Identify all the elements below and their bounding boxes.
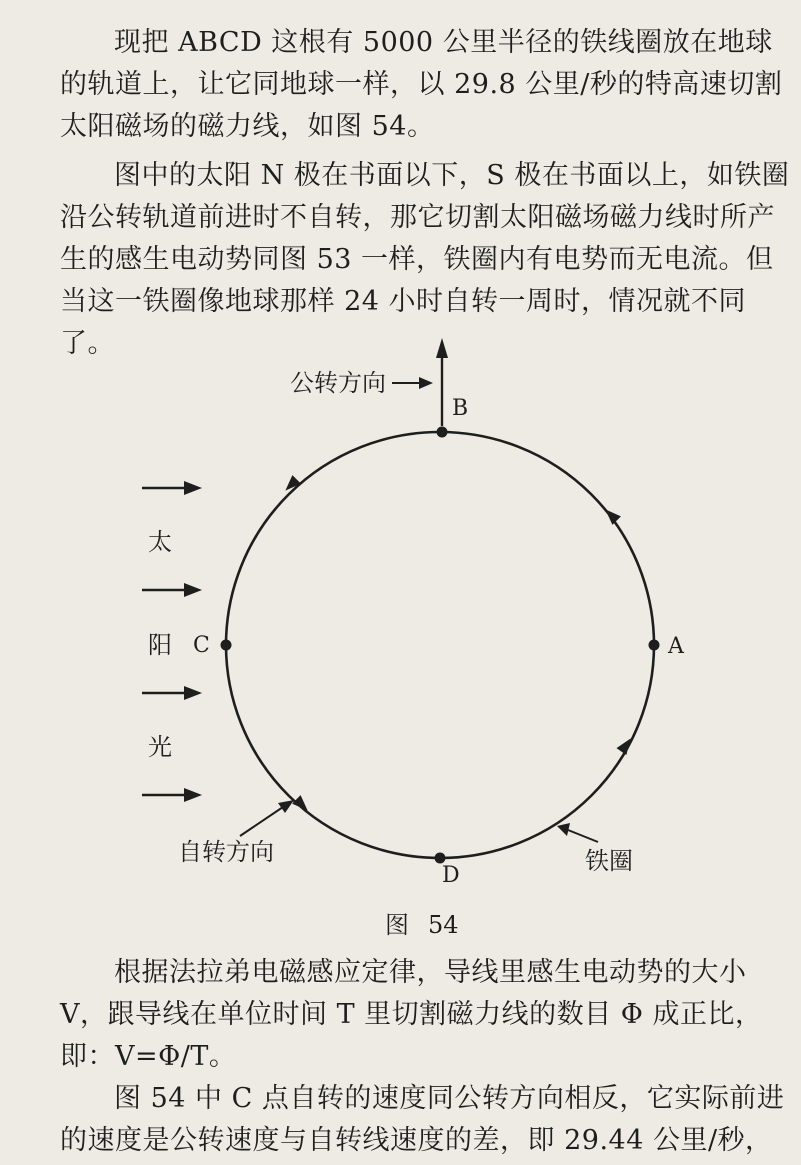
point-d-label: D: [442, 863, 460, 888]
rotation-label: 自转方向: [178, 838, 274, 866]
paragraph-faraday: 根据法拉弟电磁感应定律，导线里感生电动势的大小 V，跟导线在单位时间 T 里切割磁力线的数目 Φ 成正比，即：V=Φ/T。: [60, 957, 763, 1072]
iron-ring: [226, 432, 654, 858]
point-c-dot: [221, 640, 232, 651]
sunlight-char-2: 阳: [148, 631, 172, 659]
figure-caption-number: 54: [428, 911, 459, 939]
point-b-dot: [437, 427, 448, 438]
ring-label: 铁圈: [585, 847, 633, 875]
paragraph-intro: 现把 ABCD 这根有 5000 公里半径的铁线圈放在地球的轨道上，让它同地球一样，以 29.8 公里/秒的特高速切割太阳磁场的磁力线，如图 54。: [60, 27, 783, 142]
point-b-label: B: [452, 396, 469, 421]
ring-pointer: [568, 830, 598, 842]
point-d-dot: [435, 853, 446, 864]
revolution-arrowhead: [436, 338, 448, 358]
point-c-label: C: [193, 633, 210, 658]
point-a-label: A: [668, 634, 684, 659]
revolution-label: 公转方向: [290, 369, 386, 397]
point-a-dot: [649, 640, 660, 651]
figure-caption-label: 图: [385, 911, 409, 939]
paragraph-rotation: 图中的太阳 N 极在书面以下，S 极在书面以上，如铁圈沿公转轨道前进时不自转，那它切割太阳磁场磁力线时所产生的感生电动势同图 53 一样，铁圈内有电势而无电流。但当这一铁圈像地球那样 24 小时自转一周时，情况就不同了。: [60, 160, 790, 359]
sunlight-char-1: 太: [148, 528, 172, 556]
rotation-pointer: [240, 807, 283, 836]
paragraph-point-c: 图 54 中 C 点自转的速度同公转方向相反，它实际前进的速度是公转速度与自转线速度的差，即 29.44 公里/秒，: [60, 1083, 785, 1156]
sunlight-char-3: 光: [148, 733, 172, 761]
